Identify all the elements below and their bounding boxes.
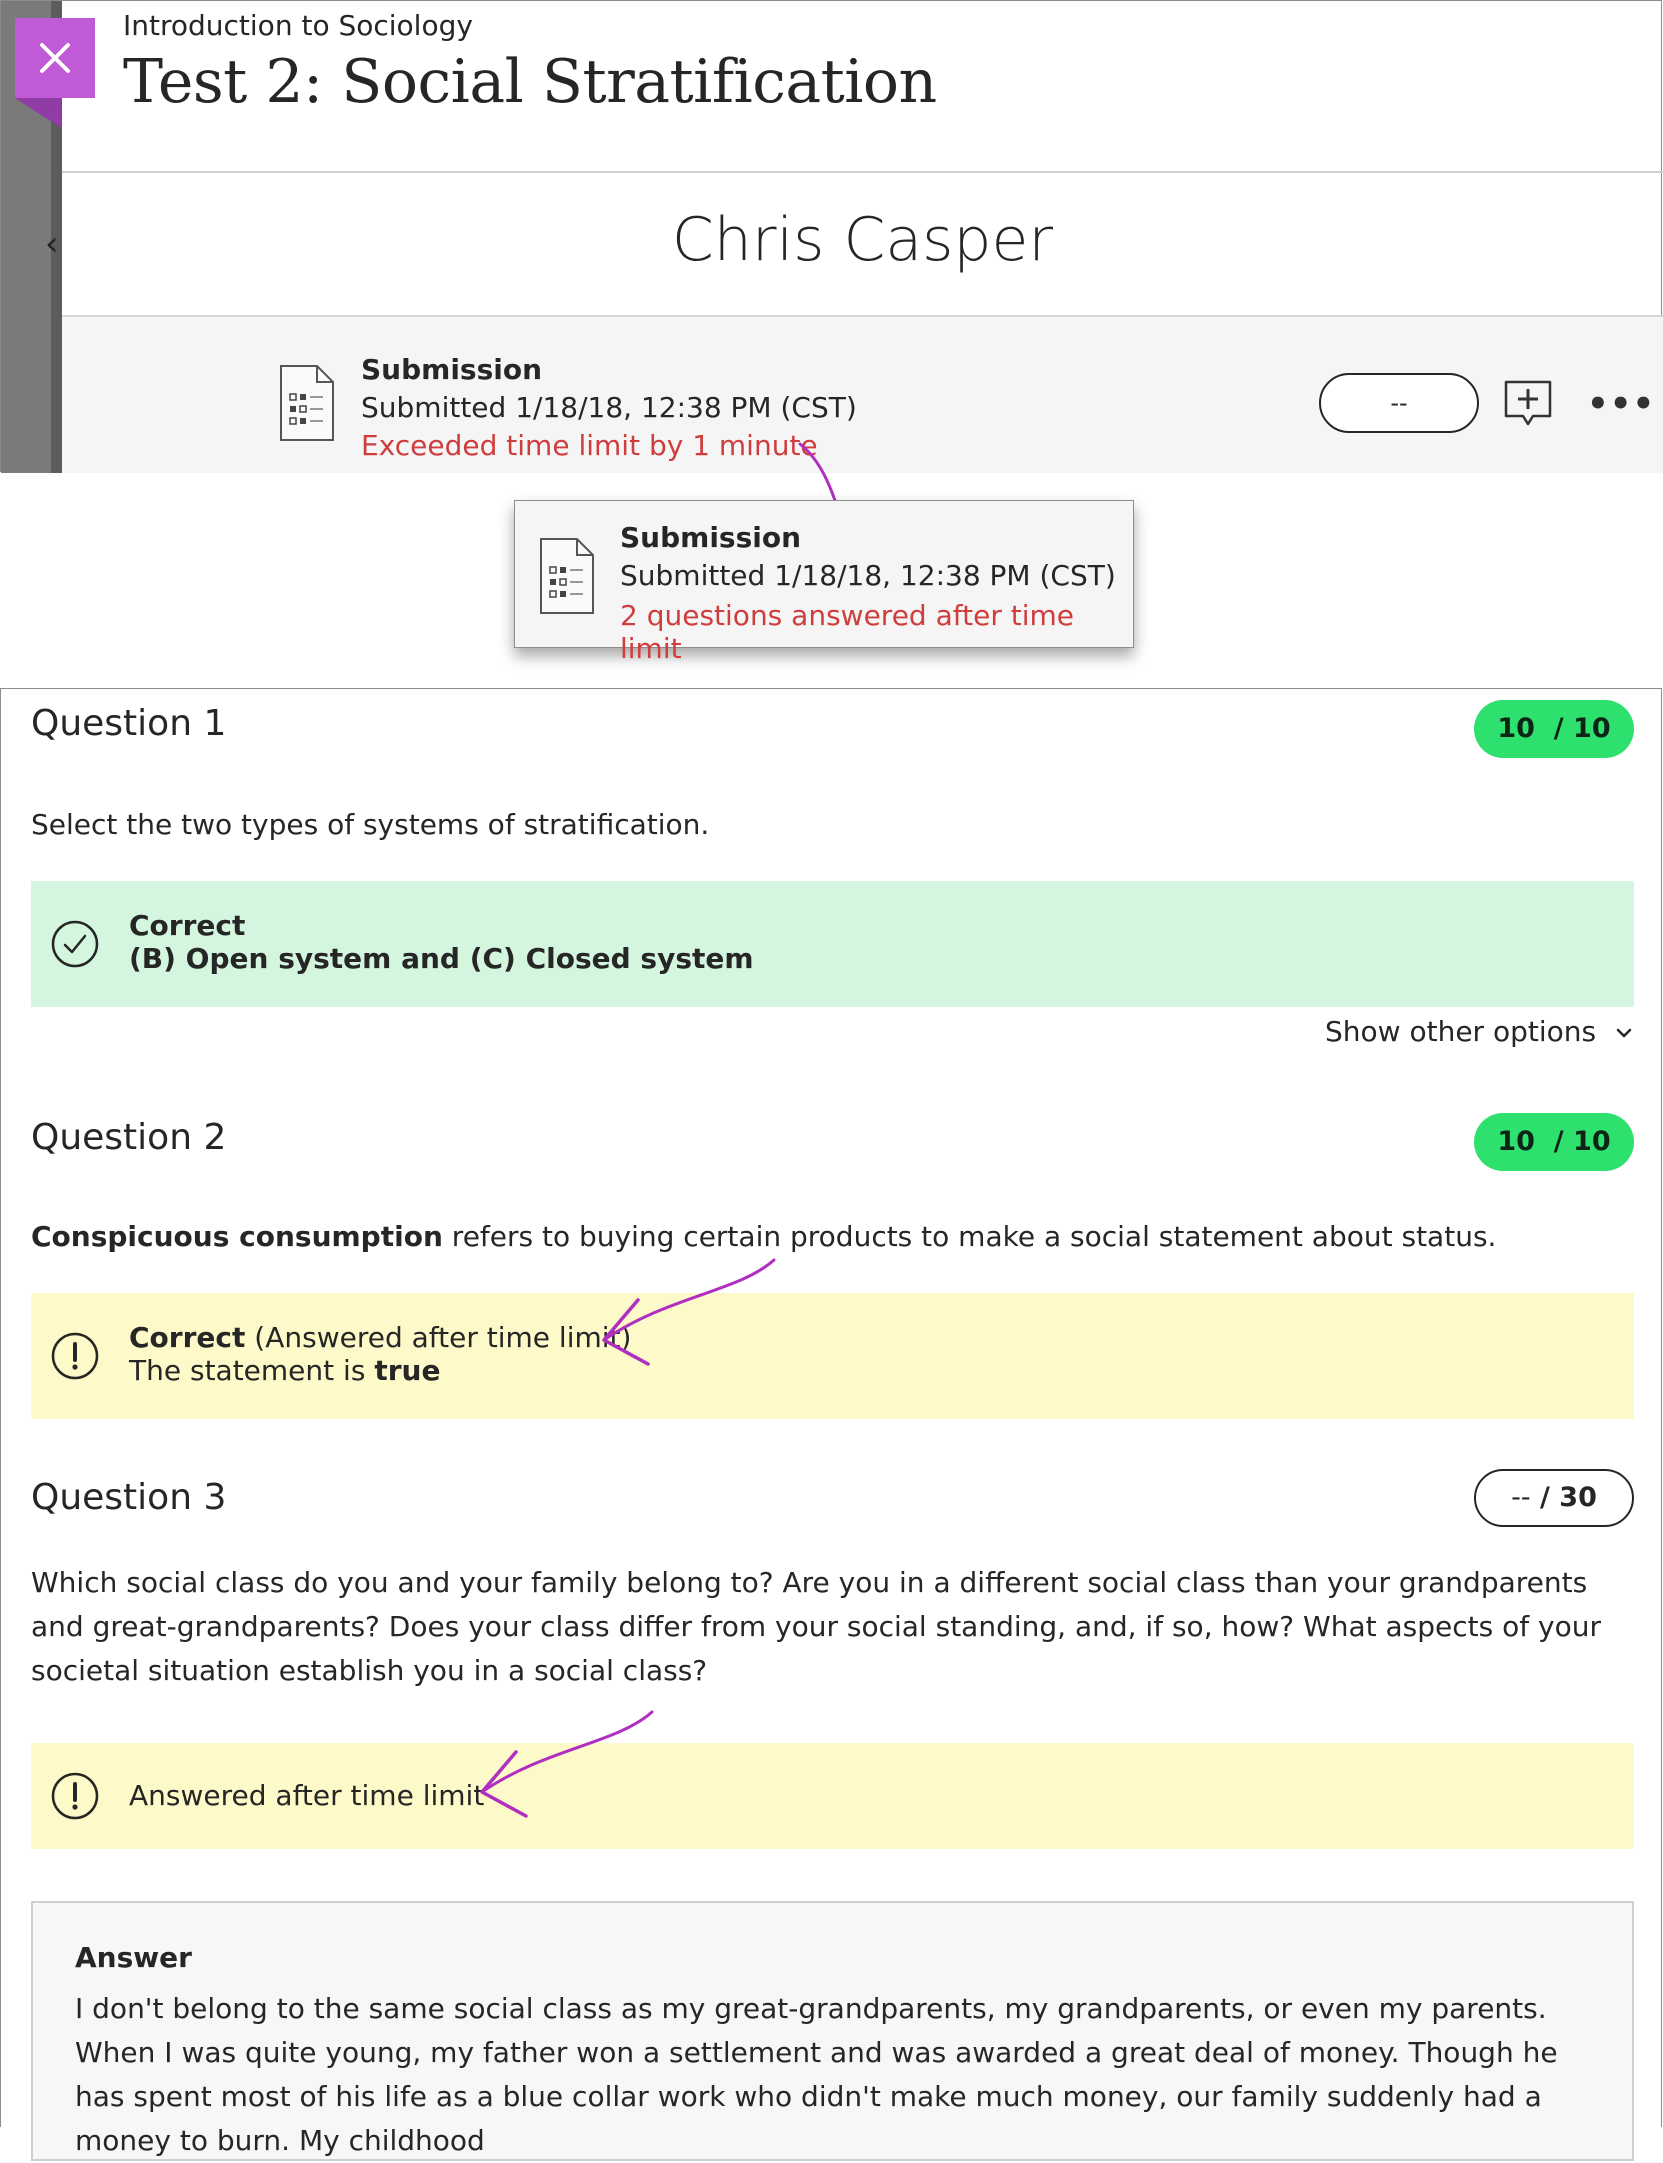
submission-date: Submitted 1/18/18, 12:38 PM (CST) xyxy=(620,559,1116,592)
submission-date: Submitted 1/18/18, 12:38 PM (CST) xyxy=(361,391,857,424)
check-circle-icon xyxy=(51,920,99,968)
question-prompt: Which social class do you and your family belong to? Are you in a different social class than your grandparents and great-grandparents? Does your class differ from your social standing, and, if so, how? What aspects of your societal situation establish you in a social class? xyxy=(31,1566,1601,1687)
close-button[interactable] xyxy=(15,18,95,98)
feedback-title: Correct xyxy=(129,909,246,942)
score-value: -- xyxy=(1511,1482,1531,1513)
late-correct-feedback xyxy=(31,1293,1634,1419)
question-prompt: Conspicuous consumption refers to buying certain products to make a social statement about status. xyxy=(31,1220,1497,1253)
feedback-text: Answered after time limit xyxy=(129,1779,485,1812)
question-score[interactable]: 10 / 10 xyxy=(1474,700,1634,758)
submission-label[interactable]: Submission xyxy=(361,353,543,386)
show-other-options-button[interactable] xyxy=(1325,1015,1633,1048)
question-score[interactable]: 10 / 10 xyxy=(1474,1113,1634,1171)
chevron-left-icon[interactable]: ‹ xyxy=(45,224,59,264)
submission-label: Submission xyxy=(620,521,802,554)
student-name: Chris Casper xyxy=(671,205,1054,275)
divider xyxy=(62,171,1663,173)
feedback-title: Correct (Answered after time limit) xyxy=(129,1321,632,1354)
submission-callout xyxy=(514,500,1134,665)
feedback-detail: (B) Open system and (C) Closed system xyxy=(129,942,754,975)
grading-header-panel xyxy=(0,0,1662,472)
score-total: 10 xyxy=(1573,1126,1611,1157)
correct-feedback xyxy=(31,881,1634,1007)
question-title: Question 2 xyxy=(31,1117,227,1158)
answer-text: I don't belong to the same social class as my great-grandparents, my grandparents, or even my parents. When I was quite young, my father won a settlement and was awarded a great deal of money. Though he has spent most of his life as a blue collar work who didn't make much money, our family suddenly had a money to burn. My childhood xyxy=(75,1992,1558,2157)
question-title: Question 3 xyxy=(31,1477,227,1518)
course-name: Introduction to Sociology xyxy=(123,9,473,42)
late-questions-warning: 2 questions answered after time limit xyxy=(620,599,1074,665)
question-score-input[interactable]: -- / 30 xyxy=(1474,1469,1634,1527)
score-total: 10 xyxy=(1573,713,1611,744)
add-feedback-icon[interactable] xyxy=(1503,379,1553,429)
grade-input[interactable]: -- xyxy=(1319,373,1479,433)
close-icon xyxy=(38,41,72,75)
feedback-detail: The statement is true xyxy=(129,1354,441,1387)
answer-label: Answer xyxy=(75,1941,192,1974)
close-button-tab xyxy=(15,98,61,128)
more-options-icon[interactable]: ••• xyxy=(1587,384,1656,424)
document-icon xyxy=(279,364,335,442)
exclamation-circle-icon xyxy=(51,1772,99,1820)
late-feedback xyxy=(31,1743,1634,1849)
question-prompt: Select the two types of systems of stratification. xyxy=(31,808,710,841)
score-total: 30 xyxy=(1559,1482,1597,1513)
document-icon xyxy=(539,537,595,615)
score-value: 10 xyxy=(1497,713,1535,744)
time-limit-warning: Exceeded time limit by 1 minute xyxy=(361,429,818,462)
show-options-label: Show other options xyxy=(1325,1015,1597,1048)
question-title: Question 1 xyxy=(31,703,227,744)
exclamation-circle-icon xyxy=(51,1332,99,1380)
student-answer xyxy=(31,1901,1634,2161)
questions-panel xyxy=(0,688,1662,2157)
page-title: Test 2: Social Stratification xyxy=(123,47,937,117)
chevron-down-icon xyxy=(1615,1026,1633,1040)
score-value: 10 xyxy=(1497,1126,1535,1157)
